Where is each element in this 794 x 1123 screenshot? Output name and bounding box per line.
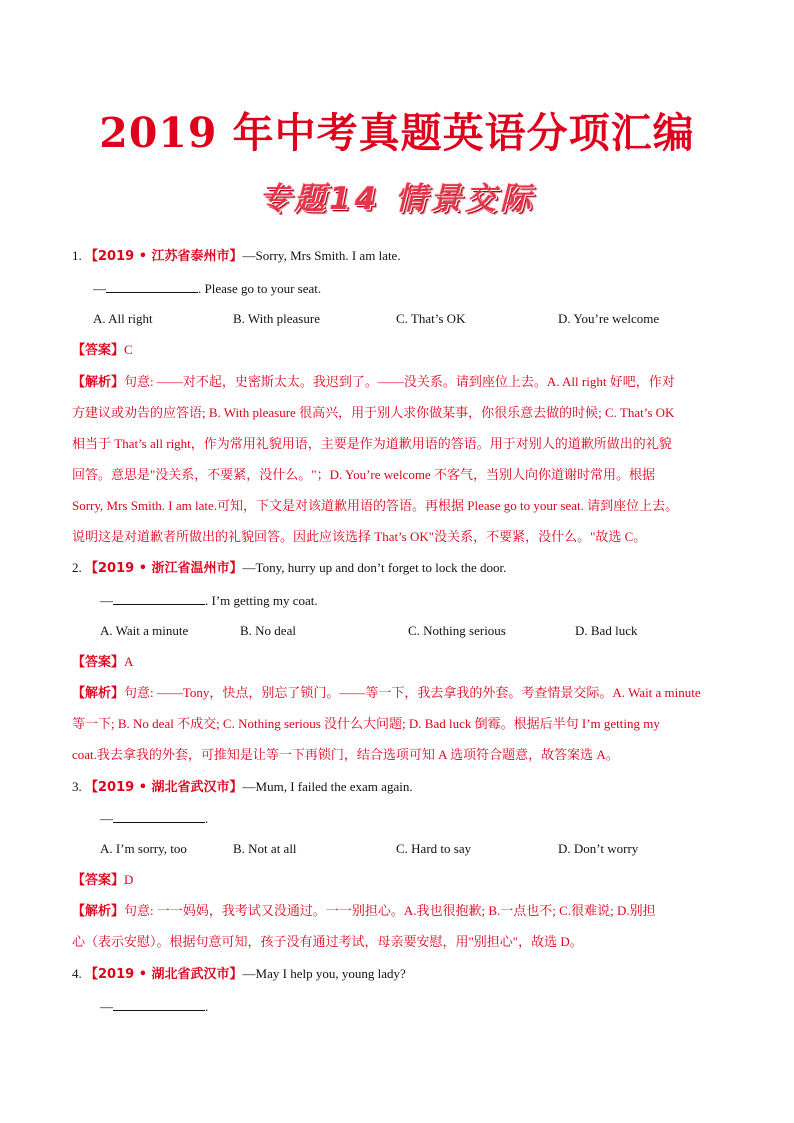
answer-blank (106, 278, 198, 293)
analysis-line: 【解析】句意: 一一妈妈，我考试又没通过。一一别担心。A.我也很抱歉; B.一点也不; C.很难说; D.别担 (72, 903, 656, 919)
answer-line: 【答案】A (72, 654, 134, 670)
question-1-reply: — . Please go to your seat. (93, 278, 321, 299)
question-4-stem: 4. 【2019 • 湖北省武汉市】—May I help you, young lady? (72, 966, 406, 982)
analysis-line: 说明这是对道歉者所做出的礼貌回答。因此应该选择 That’s OK"没关系，不要紧，没什么。"故选 C。 (72, 529, 647, 544)
analysis-line: 心（表示安慰）。根据句意可知，孩子没有通过考试，母亲要安慰，用"别担心"，故选 D。 (72, 934, 583, 949)
answer-line: 【答案】D (72, 872, 134, 888)
answer-blank (113, 996, 205, 1011)
analysis-line: 【解析】句意: ——对不起，史密斯太太。我迟到了。——没关系。请到座位上去。A. All right 好吧，作对 (72, 374, 675, 390)
option-c: C. That’s OK (396, 311, 466, 326)
question-source: 【2019 • 江苏省泰州市】 (85, 249, 243, 264)
question-2-stem: 2. 【2019 • 浙江省温州市】—Tony, hurry up and don’t forget to lock the door. (72, 560, 507, 576)
answer-blank (113, 590, 205, 605)
analysis-line: 相当于 That’s all right，作为常用礼貌用语，主要是作为道歉用语的答语。用于对别人的道歉所做出的礼貌 (72, 436, 672, 451)
option-d: D. Bad luck (575, 623, 638, 638)
option-b: B. No deal (240, 623, 296, 638)
question-source: 【2019 • 湖北省武汉市】 (85, 780, 243, 795)
option-a: A. All right (93, 311, 153, 326)
analysis-line: 【解析】句意: ——Tony，快点，别忘了锁门。——等一下，我去拿我的外套。考查情景交际。A. Wait a minute (72, 685, 701, 701)
analysis-line: Sorry, Mrs Smith. I am late.可知，下文是对该道歉用语的答语。再根据 Please go to your seat. 请到座位上去。 (72, 498, 679, 513)
page-title: 2019 年中考真题英语分项汇编 (99, 109, 695, 157)
answer-line: 【答案】C (72, 342, 133, 358)
question-1-stem: 1. 【2019 • 江苏省泰州市】—Sorry, Mrs Smith. I am late. (72, 248, 401, 264)
page-subtitle: 专题14 情景交际 (259, 181, 535, 217)
question-4-reply: — . (100, 996, 208, 1017)
option-d: D. You’re welcome (558, 311, 660, 326)
option-d: D. Don’t worry (558, 841, 639, 856)
option-a: A. I’m sorry, too (100, 841, 187, 856)
analysis-line: coat.我去拿我的外套，可推知是让等一下再锁门，结合选项可知 A 选项符合题意，故答案选 A。 (72, 747, 619, 762)
question-source: 【2019 • 浙江省温州市】 (85, 561, 243, 576)
option-c: C. Hard to say (396, 841, 472, 856)
option-b: B. Not at all (233, 841, 297, 856)
option-b: B. With pleasure (233, 311, 320, 326)
option-c: C. Nothing serious (408, 623, 506, 638)
question-source: 【2019 • 湖北省武汉市】 (85, 967, 243, 982)
analysis-line: 等一下; B. No deal 不成交; C. Nothing serious 没什么大问题; D. Bad luck 倒霉。根据后半句 I’m getting my (72, 716, 660, 731)
question-3-stem: 3. 【2019 • 湖北省武汉市】—Mum, I failed the exam again. (72, 779, 413, 795)
analysis-line: 回答。意思是"没关系，不要紧，没什么。"；D. You’re welcome 不客气，当别人向你道谢时常用。根据 (72, 467, 655, 482)
question-3-reply: — . (100, 808, 208, 829)
analysis-line: 方建议或劝告的应答语; B. With pleasure 很高兴，用于别人求你做某事，你很乐意去做的时候; C. That’s OK (72, 405, 675, 420)
answer-blank (113, 808, 205, 823)
option-a: A. Wait a minute (100, 623, 189, 638)
question-2-reply: — . I’m getting my coat. (100, 590, 318, 611)
